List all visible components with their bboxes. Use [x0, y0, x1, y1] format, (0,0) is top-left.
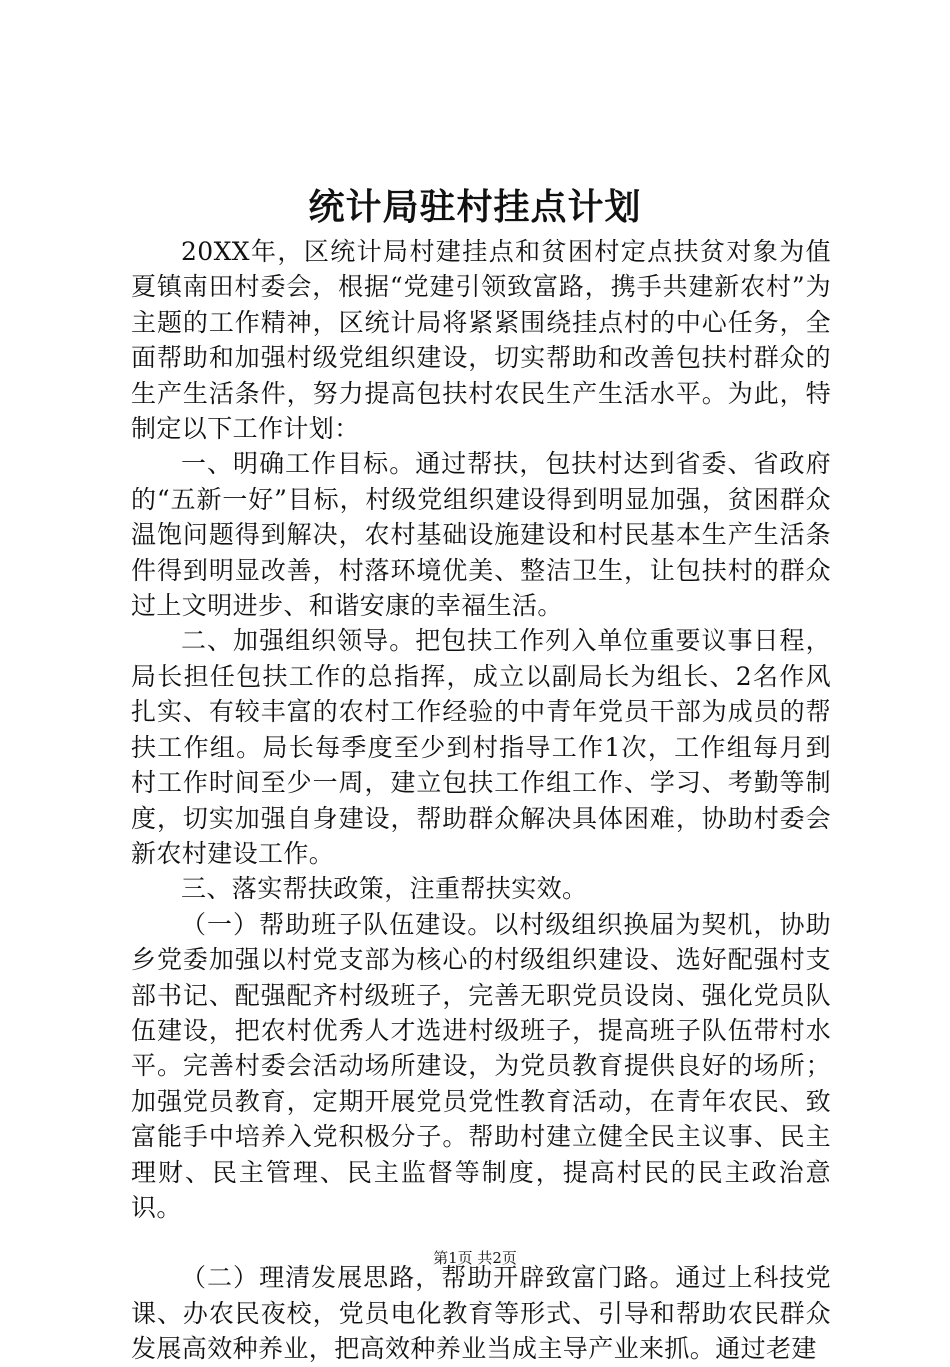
- document-body: [131, 234, 831, 1367]
- subsection-two-paragraph: （二）理清发展思路，帮助开辟致富门路。通过上科技党课、办农民夜校，党员电化教育等形式、引导和帮助农民群众发展高效种养业，把高效种养业当成主导产业来抓。通过老建: [131, 1263, 831, 1364]
- section-two-paragraph: 二、加强组织领导。把包扶工作列入单位重要议事日程，局长担任包扶工作的总指挥，成立以副局长为组长、2名作风扎实、有较丰富的农村工作经验的中青年党员干部为成员的帮扶工作组。局长每季度至少到村指导工作1次，工作组每月到村工作时间至少一周，建立包扶工作组工作、学习、考勤等制度，切实加强自身建设，帮助群众解决具体困难，协助村委会新农村建设工作。: [131, 626, 831, 868]
- page-footer: [0, 1248, 950, 1268]
- intro-paragraph: 20XX年，区统计局村建挂点和贫困村定点扶贫对象为值夏镇南田村委会，根据“党建引领致富路，携手共建新农村”为主题的工作精神，区统计局将紧紧围绕挂点村的中心任务，全面帮助和加强村级党组织建设，切实帮助和改善包扶村群众的生产生活条件，努力提高包扶村农民生产生活水平。为此，特制定以下工作计划：: [131, 237, 831, 444]
- subsection-one-paragraph: （一）帮助班子队伍建设。以村级组织换届为契机，协助乡党委加强以村党支部为核心的村级组织建设、选好配强村支部书记、配强配齐村级班子，完善无职党员设岗、强化党员队伍建设，把农村优秀人才选进村级班子，提高班子队伍带村水平。完善村委会活动场所建设，为党员教育提供良好的场所；加强党员教育，定期开展党员党性教育活动，在青年农民、致富能手中培养入党积极分子。帮助村建立健全民主议事、民主理财、民主管理、民主监督等制度，提高村民的民主政治意识。: [131, 909, 831, 1222]
- document-title: 统计局驻村挂点计划: [308, 187, 642, 228]
- section-one-paragraph: 一、明确工作目标。通过帮扶，包扶村达到省委、省政府的“五新一好”目标，村级党组织建设得到明显加强，贫困群众温饱问题得到解决，农村基础设施建设和村民基本生产生活条件得到明显改善，村落环境优美、整洁卫生，让包扶村的群众过上文明进步、和谐安康的幸福生活。: [131, 449, 831, 621]
- page-number: 第1页: [433, 1249, 473, 1267]
- section-three-heading: 三、落实帮扶政策，注重帮扶实效。: [181, 874, 588, 904]
- page-total: 共2页: [477, 1249, 517, 1267]
